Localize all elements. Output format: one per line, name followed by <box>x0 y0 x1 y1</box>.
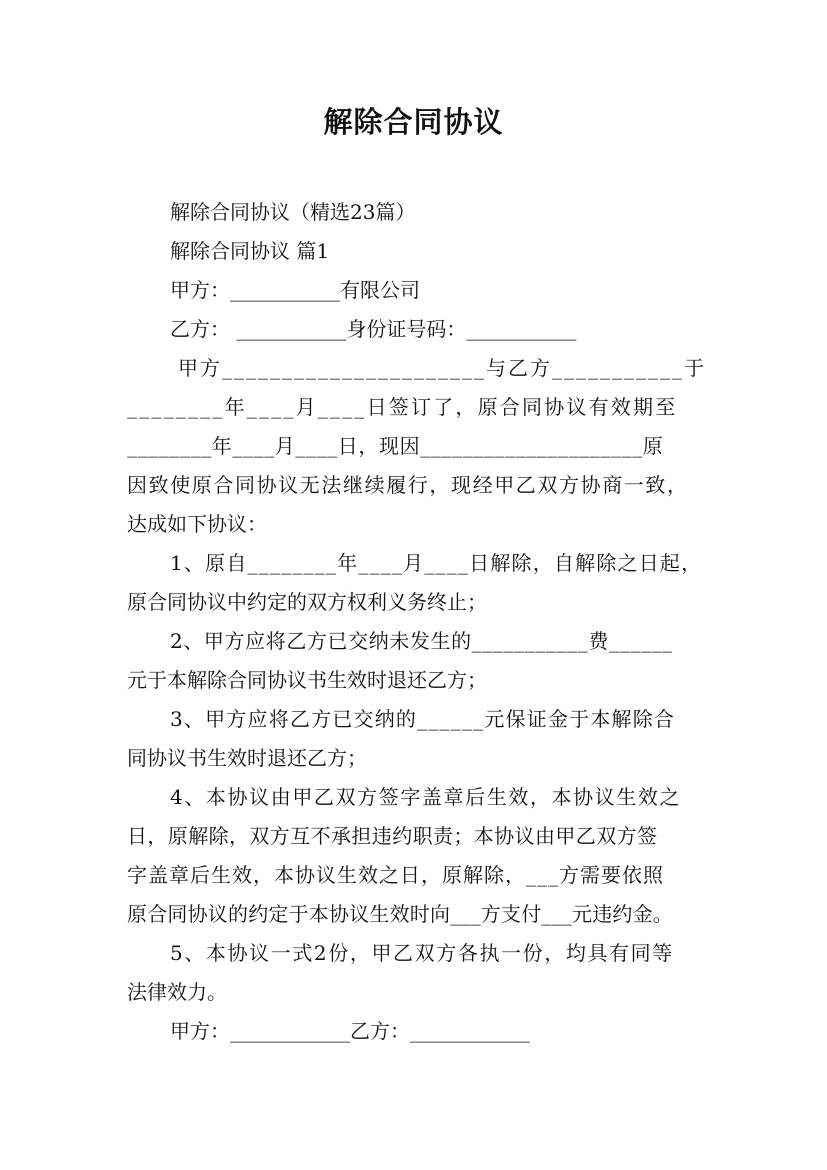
para1-line5: 达成如下协议： <box>127 512 267 536</box>
section-heading: 解除合同协议 篇1 <box>170 239 330 263</box>
item4-line3: 字盖章后生效，本协议生效之日，原解除，___方需要依照 <box>127 863 664 887</box>
para1-line4: 因致使原合同协议无法继续履行，现经甲乙双方协商一致， <box>127 473 689 497</box>
para1-line2: ________年____月____日签订了，原合同协议有效期至 <box>127 395 678 419</box>
party-a-line: 甲方：___________有限公司 <box>170 278 420 302</box>
item5-line2: 法律效力。 <box>127 980 227 1004</box>
document-title: 解除合同协议 <box>323 105 504 139</box>
para1-line1: 甲方______________________与乙方___________于 <box>178 356 706 380</box>
item5-line1: 5、本协议一式2份，甲乙双方各执一份，均具有同等 <box>170 941 674 965</box>
item2-line2: 元于本解除合同协议书生效时退还乙方； <box>127 668 487 692</box>
party-b-line: 乙方： ___________身份证号码：___________ <box>170 317 577 341</box>
item2-line1: 2、甲方应将乙方已交纳未发生的___________费______ <box>170 629 673 653</box>
item4-line4: 原合同协议的约定于本协议生效时向___方支付___元违约金。 <box>127 902 673 926</box>
para1-line3: ________年____月____日，现因_____________________原 <box>127 434 664 458</box>
item1-line1: 1、原自________年____月____日解除，自解除之日起， <box>170 551 703 575</box>
item4-line2: 日，原解除，双方互不承担违约职责；本协议由甲乙双方签 <box>127 824 658 848</box>
subtitle: 解除合同协议（精选23篇） <box>170 200 416 224</box>
item3-line2: 同协议书生效时退还乙方； <box>127 746 367 770</box>
signature-line: 甲方：____________乙方：____________ <box>170 1019 530 1043</box>
item3-line1: 3、甲方应将乙方已交纳的______元保证金于本解除合 <box>170 707 676 731</box>
item4-line1: 4、本协议由甲乙双方签字盖章后生效，本协议生效之 <box>170 785 682 809</box>
item1-line2: 原合同协议中约定的双方权利义务终止； <box>127 590 487 614</box>
